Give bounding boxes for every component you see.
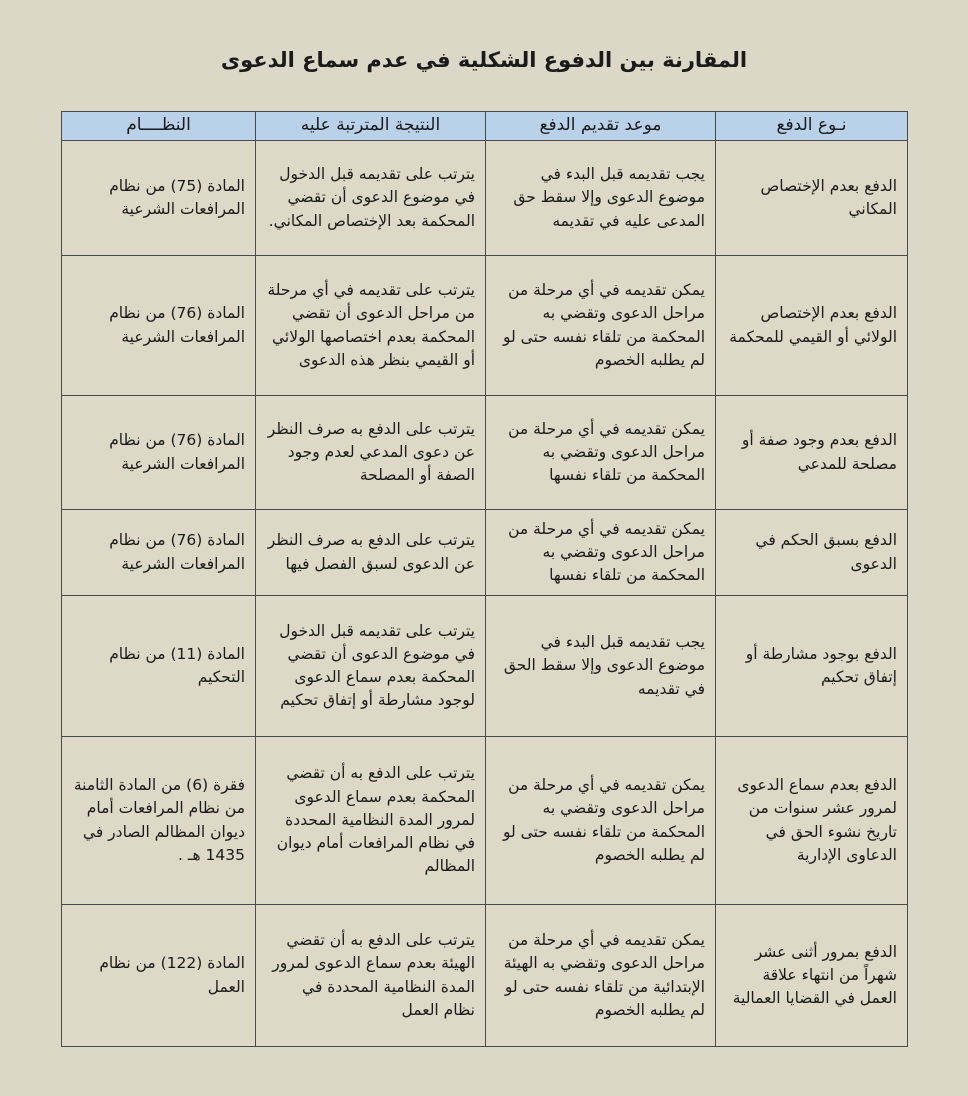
table-row bbox=[62, 596, 908, 737]
cell-resulting-outcome: يترتب على الدفع به صرف النظر عن الدعوى لسبق الفصل فيها bbox=[256, 510, 486, 596]
cell-resulting-outcome: يترتب على تقديمه في أي مرحلة من مراحل الدعوى أن تقضي المحكمة بعدم اختصاصها الولائي أو القيمي بنظر هذه الدعوى bbox=[256, 256, 486, 396]
cell-defense-type: الدفع بعدم الإختصاص الولائي أو القيمي للمحكمة bbox=[716, 256, 908, 396]
table-row bbox=[62, 141, 908, 256]
cell-resulting-outcome: يترتب على الدفع به أن تقضي المحكمة بعدم سماع الدعوى لمرور المدة النظامية المحددة في نظام المرافعات أمام ديوان المظالم bbox=[256, 737, 486, 905]
cell-regulation: المادة (76) من نظام المرافعات الشرعية bbox=[62, 510, 256, 596]
cell-defense-type: الدفع بعدم وجود صفة أو مصلحة للمدعي bbox=[716, 396, 908, 510]
cell-submission-timing: يمكن تقديمه في أي مرحلة من مراحل الدعوى وتقضي به المحكمة من تلقاء نفسه حتى لو لم يطلبه الخصوم bbox=[486, 256, 716, 396]
cell-resulting-outcome: يترتب على تقديمه قبل الدخول في موضوع الدعوى أن تقضي المحكمة بعدم سماع الدعوى لوجود مشارطة أو إتفاق تحكيم bbox=[256, 596, 486, 737]
cell-regulation: المادة (76) من نظام المرافعات الشرعية bbox=[62, 256, 256, 396]
cell-submission-timing: يمكن تقديمه في أي مرحلة من مراحل الدعوى وتقضي به الهيئة الإبتدائية من تلقاء نفسه حتى لو لم يطلبه الخصوم bbox=[486, 905, 716, 1047]
header-regulation: النظــــام bbox=[62, 112, 256, 141]
cell-submission-timing: يجب تقديمه قبل البدء في موضوع الدعوى وإلا سقط الحق في تقديمه bbox=[486, 596, 716, 737]
header-resulting-outcome: النتيجة المترتبة عليه bbox=[256, 112, 486, 141]
table-row bbox=[62, 510, 908, 596]
table-row bbox=[62, 396, 908, 510]
cell-resulting-outcome: يترتب على الدفع به صرف النظر عن دعوى المدعي لعدم وجود الصفة أو المصلحة bbox=[256, 396, 486, 510]
table-row bbox=[62, 256, 908, 396]
cell-regulation: المادة (122) من نظام العمل bbox=[62, 905, 256, 1047]
table-header-row bbox=[62, 112, 908, 141]
table-row bbox=[62, 905, 908, 1047]
cell-regulation: المادة (11) من نظام التحكيم bbox=[62, 596, 256, 737]
header-defense-type: نـوع الدفع bbox=[716, 112, 908, 141]
cell-defense-type: الدفع بسبق الحكم في الدعوى bbox=[716, 510, 908, 596]
comparison-table bbox=[61, 111, 908, 1047]
cell-resulting-outcome: يترتب على الدفع به أن تقضي الهيئة بعدم سماع الدعوى لمرور المدة النظامية المحددة في نظام العمل bbox=[256, 905, 486, 1047]
cell-defense-type: الدفع بوجود مشارطة أو إتفاق تحكيم bbox=[716, 596, 908, 737]
cell-submission-timing: يمكن تقديمه في أي مرحلة من مراحل الدعوى وتقضي به المحكمة من تلقاء نفسه حتى لو لم يطلبه الخصوم bbox=[486, 737, 716, 905]
cell-defense-type: الدفع بعدم سماع الدعوى لمرور عشر سنوات من تاريخ نشوء الحق في الدعاوى الإدارية bbox=[716, 737, 908, 905]
cell-regulation: المادة (76) من نظام المرافعات الشرعية bbox=[62, 396, 256, 510]
cell-regulation: فقرة (6) من المادة الثامنة من نظام المرافعات أمام ديوان المظالم الصادر في 1435 هـ . bbox=[62, 737, 256, 905]
cell-submission-timing: يمكن تقديمه في أي مرحلة من مراحل الدعوى وتقضي به المحكمة من تلقاء نفسها bbox=[486, 396, 716, 510]
cell-defense-type: الدفع بمرور أثنى عشر شهراً من انتهاء علاقة العمل في القضايا العمالية bbox=[716, 905, 908, 1047]
cell-resulting-outcome: يترتب على تقديمه قبل الدخول في موضوع الدعوى أن تقضي المحكمة بعد الإختصاص المكاني. bbox=[256, 141, 486, 256]
cell-submission-timing: يمكن تقديمه في أي مرحلة من مراحل الدعوى وتقضي به المحكمة من تلقاء نفسها bbox=[486, 510, 716, 596]
table-row bbox=[62, 737, 908, 905]
page-title: المقارنة بين الدفوع الشكلية في عدم سماع الدعوى bbox=[220, 48, 748, 72]
cell-defense-type: الدفع بعدم الإختصاص المكاني bbox=[716, 141, 908, 256]
cell-submission-timing: يجب تقديمه قبل البدء في موضوع الدعوى وإلا سقط حق المدعى عليه في تقديمه bbox=[486, 141, 716, 256]
header-submission-timing: موعد تقديم الدفع bbox=[486, 112, 716, 141]
cell-regulation: المادة (75) من نظام المرافعات الشرعية bbox=[62, 141, 256, 256]
